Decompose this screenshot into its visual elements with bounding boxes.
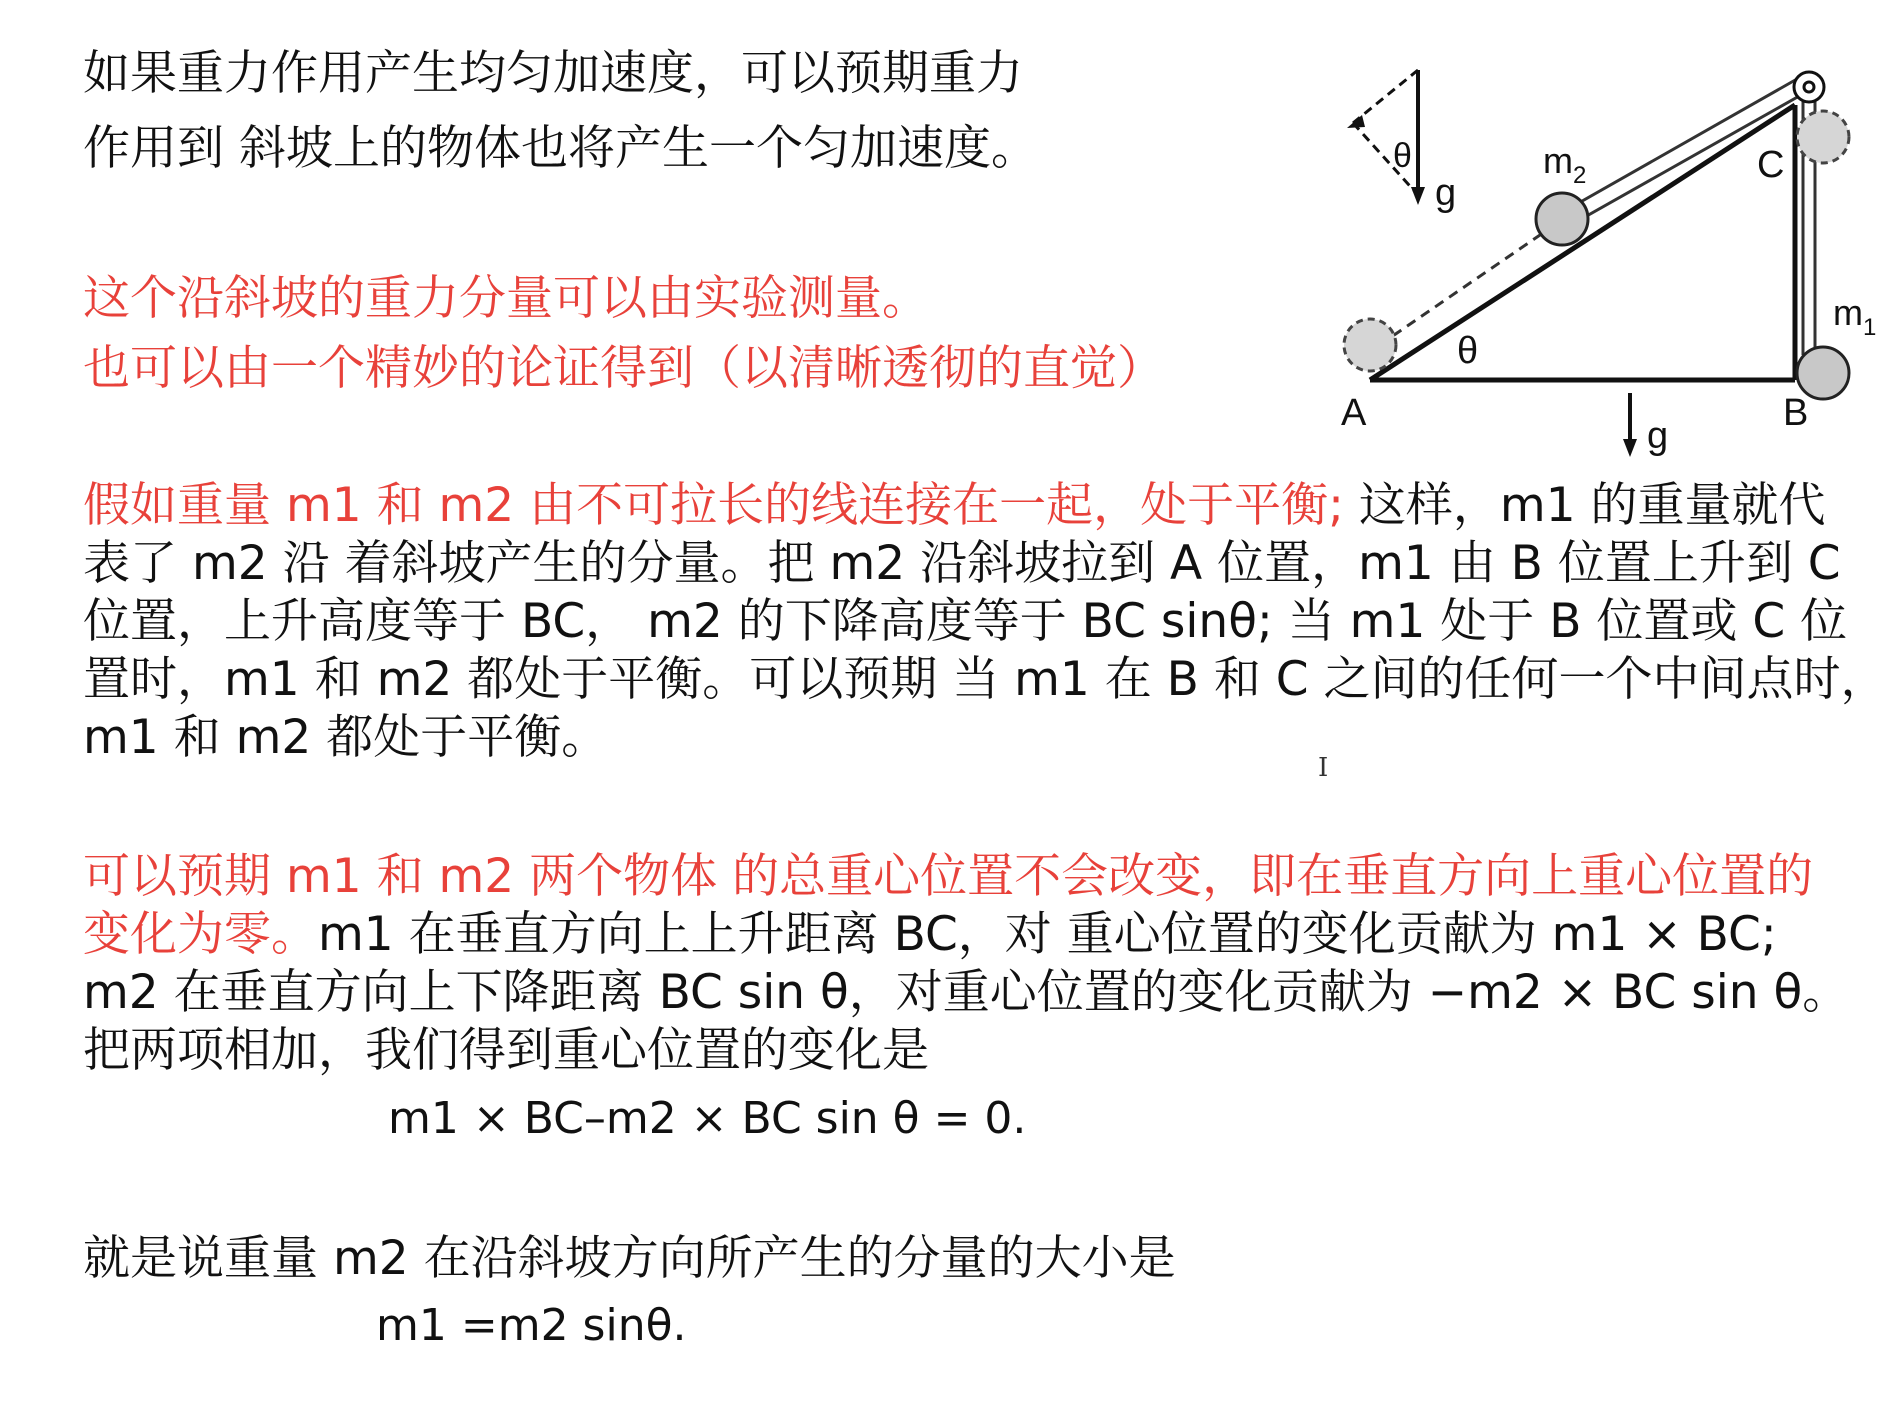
- para4-line2-rest: m1 在垂直方向上上升距离 BC，对 重心位置的变化贡献为 m1 × BC;: [318, 907, 1777, 962]
- para3-line1-highlight: 假如重量 m1 和 m2 由不可拉长的线连接在一起，处于平衡;: [83, 478, 1344, 533]
- para4-line4: 把两项相加，我们得到重心位置的变化是: [83, 1023, 929, 1078]
- para3-line2: 表了 m2 沿 着斜坡产生的分量。把 m2 沿斜坡拉到 A 位置，m1 由 B 位置上升到 C: [83, 536, 1841, 591]
- label-B: B: [1783, 392, 1809, 434]
- para3-line5: m1 和 m2 都处于平衡。: [83, 710, 609, 765]
- para4-line3: m2 在垂直方向上下降距离 BC sin θ，对重心位置的变化贡献为 −m2 × BC sin θ。: [83, 965, 1850, 1020]
- pulley-icon: [1794, 72, 1824, 102]
- para4-formula: m1 × BC–m2 × BC sin θ = 0.: [388, 1093, 1027, 1144]
- label-A: A: [1341, 392, 1367, 434]
- para4-line2: [83, 906, 1777, 964]
- para2-line1: 这个沿斜坡的重力分量可以由实验测量。: [83, 271, 929, 326]
- para5-line1: 就是说重量 m2 在沿斜坡方向所产生的分量的大小是: [83, 1231, 1176, 1286]
- label-theta-small: θ: [1393, 137, 1412, 175]
- inclined-plane-diagram: [1325, 55, 1885, 470]
- para1-line1: 如果重力作用产生均匀加速度，可以预期重力: [83, 46, 1023, 101]
- para2-line2: 也可以由一个精妙的论证得到（以清晰透彻的直觉）: [83, 341, 1164, 396]
- para3-line1-rest: 这样，m1 的重量就代: [1343, 478, 1826, 533]
- gravity-decomposition-icon: [1347, 70, 1425, 205]
- para3-line1: [83, 477, 1826, 535]
- gravity-arrow-icon: [1623, 393, 1637, 457]
- text-cursor-icon: I: [1318, 753, 1329, 783]
- label-m2: $m_2$: [1543, 140, 1587, 189]
- para1-line2: 作用到 斜坡上的物体也将产生一个匀加速度。: [83, 121, 1038, 176]
- para4-line2-highlight: 变化为零。: [83, 907, 318, 962]
- string: [1365, 79, 1815, 355]
- mass-m2: [1536, 193, 1588, 245]
- label-C: C: [1757, 144, 1785, 186]
- label-theta: θ: [1457, 330, 1479, 372]
- para3-line4: 置时，m1 和 m2 都处于平衡。可以预期 当 m1 在 B 和 C 之间的任何一个中间点时，: [83, 652, 1888, 707]
- label-g-bottom: g: [1647, 415, 1669, 457]
- para5-formula: m1 =m2 sinθ.: [376, 1300, 687, 1351]
- mass-m1-ghost: [1797, 111, 1849, 163]
- para3-line3: 位置，上升高度等于 BC， m2 的下降高度等于 BC sinθ; 当 m1 处于 B 位置或 C 位: [83, 594, 1848, 649]
- label-m1: $m_1$: [1833, 292, 1877, 341]
- mass-m2-ghost: [1344, 319, 1396, 371]
- label-g-top: g: [1435, 172, 1457, 214]
- para4-line1: 可以预期 m1 和 m2 两个物体 的总重心位置不会改变，即在垂直方向上重心位置的: [83, 849, 1814, 904]
- ramp-triangle: [1370, 105, 1795, 380]
